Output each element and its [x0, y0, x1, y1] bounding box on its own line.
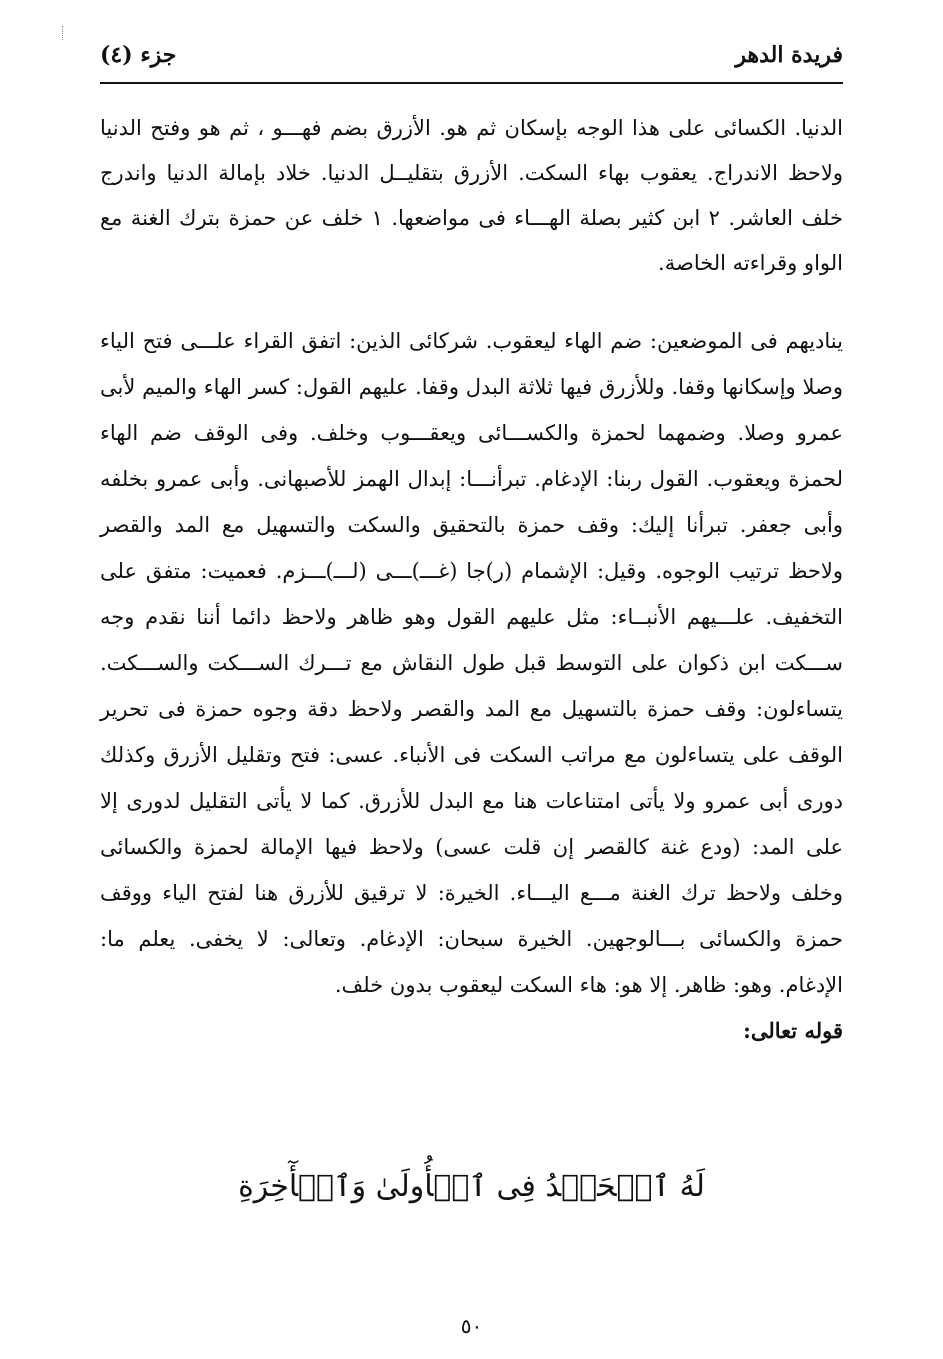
footnotes-block	[100, 106, 843, 286]
quran-verse: لَهُ ٱلۡحَمۡدُ فِى ٱلۡأُولَىٰ وَٱلۡأٓخِرَةِ	[238, 1169, 705, 1204]
part-number: جزء (٤)	[100, 42, 177, 68]
page-number: ٥٠	[460, 1314, 483, 1338]
scan-mark	[62, 26, 66, 40]
header-rule	[100, 82, 843, 84]
footnotes-text: الدنيا. الكسائى على هذا الوجه بإسكان ثم هو. الأزرق بضم فهـــو ، ثم هو وفتح الدنيا ولاحظ الاندراج. يعقوب بهاء السكت. الأزرق بتقليــل الدنيا. خلاد بإمالة الدنيا واندرج خلف العاشر. ٢ ابن كثير بصلة الهـــاء فى مواضعها. ١ خلف عن حمزة بترك الغنة مع الواو وقراءته الخاصة.	[100, 116, 843, 275]
book-title: فريدة الدهر	[735, 42, 843, 68]
qawl-label: قوله تعالى:	[743, 1018, 843, 1043]
body-paragraph: يناديهم فى الموضعين: ضم الهاء ليعقوب. شركائى الذين: اتفق القراء علـــى فتح الياء وصلا وإسكانها وقفا. وللأزرق فيها ثلاثة البدل وقفا. عليهم القول: كسر الهاء والميم لأبى عمرو وصلا. وضمهما لحمزة والكســـائى ويعقـــوب وخلف. وفى الوقف ضم الهاء لحمزة ويعقوب. القول ربنا: الإدغام. تبرأنـــا: إبدال الهمز للأصبهانى. وأبى عمرو بخلفه وأبى جعفر. تبرأنا إليك: وقف حمزة بالتحقيق والسكت والتسهيل مع المد والقصر ولاحظ ترتيب الوجوه. وقيل: الإشمام (ر)جا (غـــ)ـــى (لـــ)ـــزم. فعميت: متفق على التخفيف. علـــيهم الأنبــاء: مثل عليهم القول وهو ظاهر ولاحظ دائما أننا نقدم وجه ســـكت ابن ذكوان على التوسط قبل طول النقاش مع تـــرك الســـكت والســـكت. يتساءلون: وقف حمزة بالتسهيل مع المد والقصر ولاحظ دقة وجوه حمزة فى تحرير الوقف على يتساءلون مع مراتب السكت فى الأنباء. عسى: فتح وتقليل الأزرق وكذلك دورى أبى عمرو ولا يأتى امتناعات هنا مع البدل للأزرق. كما لا يأتى التقليل لدورى إلا على المد: (ودع غنة كالقصر إن قلت عسى) ولاحظ فيها الإمالة لحمزة والكسائى وخلف ولاحظ ترك الغنة مـــع اليـــاء. الخيرة: لا ترقيق للأزرق هنا لفتح الياء ووقف حمزة والكسائى بـــالوجهين. الخيرة سبحان: الإدغام. وتعالى: لا يخفى. يعلم ما: الإدغام. وهو: ظاهر. إلا هو: هاء السكت ليعقوب بدون خلف.	[100, 329, 843, 997]
main-body	[100, 318, 843, 1054]
page-header	[100, 38, 843, 88]
